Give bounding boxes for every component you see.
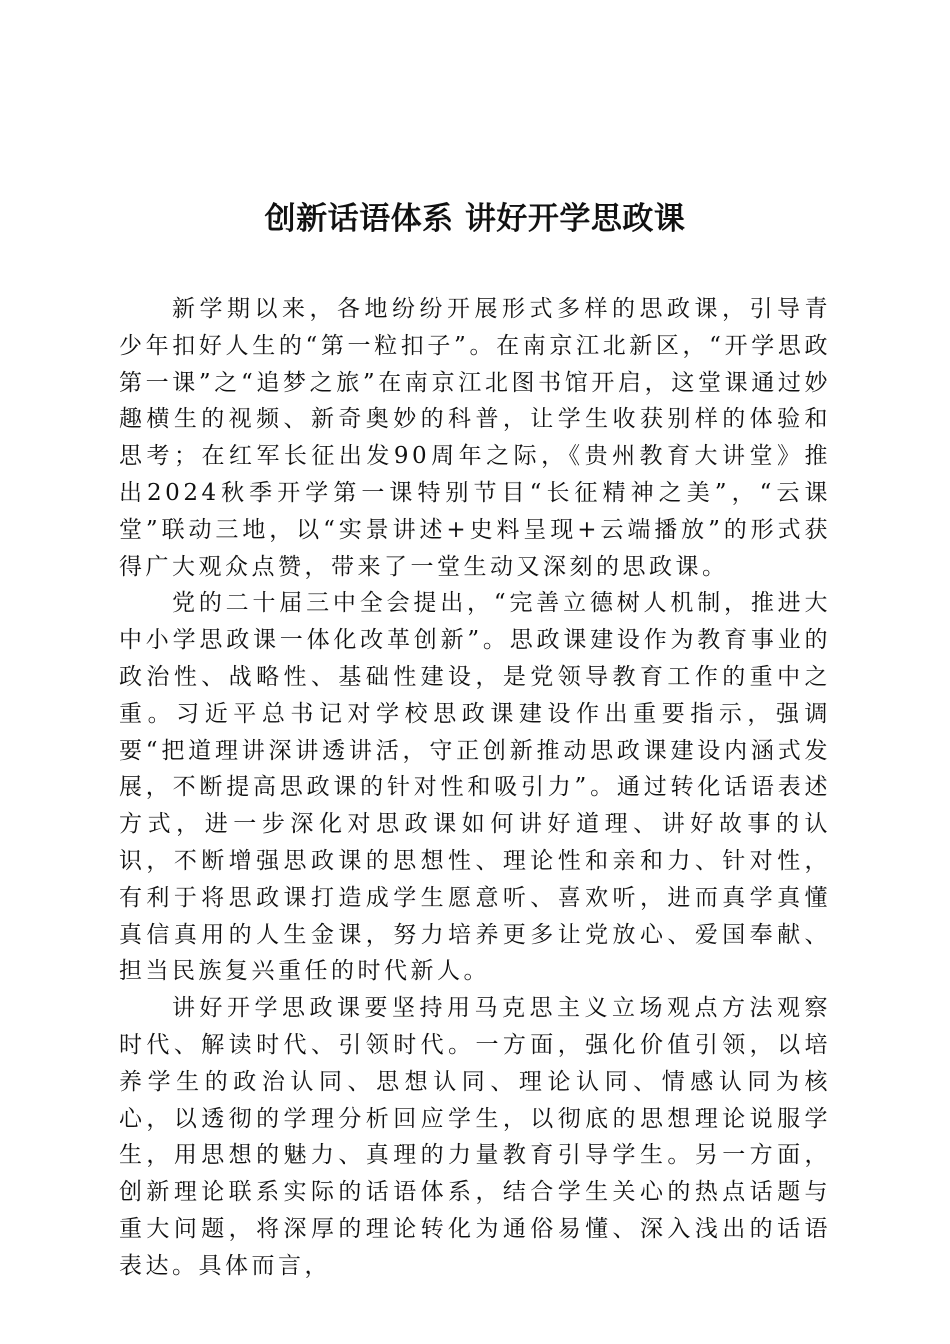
paragraph-2: 党的二十届三中全会提出，“完善立德树人机制，推进大中小学思政课一体化改革创新”。思政课建设作为教育事业的政治性、战略性、基础性建设，是党领导教育工作的重中之重。习近平总书记对学校思政课建设作出重要指示，强调要“把道理讲深讲透讲活，守正创新推动思政课建设内涵式发展，不断提高思政课的针对性和吸引力”。通过转化话语表述方式，进一步深化对思政课如何讲好道理、讲好故事的认识，不断增强思政课的思想性、理论性和亲和力、针对性，有利于将思政课打造成学生愿意听、喜欢听，进而真学真懂真信真用的人生金课，努力培养更多让党放心、爱国奉献、担当民族复兴重任的时代新人。 [119, 590, 831, 985]
paragraph-3: 讲好开学思政课要坚持用马克思主义立场观点方法观察时代、解读时代、引领时代。一方面，强化价值引领，以培养学生的政治认同、思想认同、理论认同、情感认同为核心，以透彻的学理分析回应学生，以彻底的思想理论说服学生，用思想的魅力、真理的力量教育引导学生。另一方面，创新理论联系实际的话语体系，结合学生关心的热点话题与重大问题，将深厚的理论转化为通俗易懂、深入浅出的话语表达。具体而言， [119, 995, 831, 1279]
paragraph-1: 新学期以来，各地纷纷开展形式多样的思政课，引导青少年扣好人生的“第一粒扣子”。在南京江北新区，“开学思政第一课”之“追梦之旅”在南京江北图书馆开启，这堂课通过妙趣横生的视频、新奇奥妙的科普，让学生收获别样的体验和思考；在红军长征出发90周年之际，《贵州教育大讲堂》推出2024秋季开学第一课特别节目“长征精神之美”，“云课堂”联动三地，以“实景讲述+史料呈现+云端播放”的形式获得广大观众点赞，带来了一堂生动又深刻的思政课。 [119, 296, 831, 580]
document-title: 创新话语体系 讲好开学思政课 [264, 201, 686, 237]
document-body [119, 291, 831, 1285]
